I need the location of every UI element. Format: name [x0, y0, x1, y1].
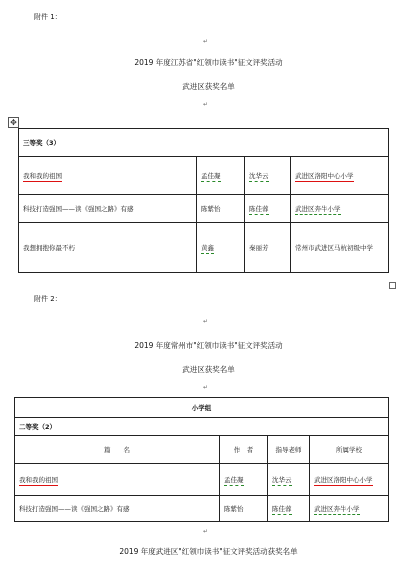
award-table-city — [14, 397, 389, 522]
table-row — [19, 157, 389, 195]
essay-title: 我想拥抱你最不朽 — [23, 244, 75, 252]
doc-title-1: 2019 年度江苏省"红领巾读书"征文评奖活动 — [134, 58, 283, 67]
school: 武进区奔牛小学 — [295, 205, 341, 213]
attachment-2-label: 附件 2： — [34, 295, 62, 303]
author: 陈紫怡 — [224, 505, 244, 513]
group-header: 小学组 — [15, 398, 389, 418]
school: 武进区奔牛小学 — [314, 505, 360, 513]
essay-title: 科技打造强国——读《强国之路》有感 — [19, 505, 130, 513]
author: 孟佳凝 — [201, 172, 221, 180]
column-header: 所属学校 — [310, 436, 389, 464]
doc-subtitle-1: 武进区获奖名单 — [182, 82, 235, 91]
paragraph-mark: ↵ — [203, 38, 209, 45]
paragraph-mark: ↵ — [203, 384, 209, 391]
table-row — [15, 464, 389, 496]
essay-title: 我和我的祖国 — [23, 172, 62, 180]
paragraph-mark: ↵ — [203, 528, 209, 535]
table-row — [19, 195, 389, 223]
doc-title-2: 2019 年度常州市"红领巾读书"征文评奖活动 — [134, 341, 283, 350]
essay-title: 我和我的祖国 — [19, 476, 58, 484]
table-header-row — [15, 436, 389, 464]
school: 常州市武进区马杭初级中学 — [295, 243, 373, 252]
author: 陈紫怡 — [201, 205, 221, 213]
table-resize-handle-icon[interactable] — [389, 282, 396, 289]
table-row — [15, 496, 389, 522]
school: 武进区洛阳中心小学 — [295, 172, 354, 180]
doc-title-3: 2019 年度武进区"红领巾读书"征文评奖活动获奖名单 — [119, 547, 298, 556]
teacher: 秦丽芳 — [249, 244, 269, 252]
section-header: 三等奖（3） — [19, 129, 389, 157]
teacher: 沈华云 — [272, 476, 292, 484]
author: 孟佳凝 — [224, 476, 244, 484]
column-header: 作 者 — [220, 436, 268, 464]
table-move-handle-icon[interactable]: ✥ — [8, 117, 19, 128]
table-row — [19, 223, 389, 273]
teacher: 沈华云 — [249, 172, 269, 180]
teacher: 陈佳蓉 — [272, 505, 292, 513]
essay-title: 科技打造强国——读《强国之路》有感 — [23, 205, 134, 213]
paragraph-mark: ↵ — [203, 318, 209, 325]
doc-subtitle-2: 武进区获奖名单 — [182, 365, 235, 374]
attachment-1-label: 附件 1： — [34, 13, 62, 21]
column-header: 篇 名 — [15, 436, 220, 464]
teacher: 陈佳蓉 — [249, 205, 269, 213]
school: 武进区洛阳中心小学 — [314, 476, 373, 484]
section-header: 二等奖（2） — [15, 418, 389, 436]
paragraph-mark: ↵ — [203, 101, 209, 108]
author: 黄鑫 — [201, 244, 214, 252]
award-table-provincial — [18, 128, 389, 273]
column-header: 指导老师 — [268, 436, 310, 464]
